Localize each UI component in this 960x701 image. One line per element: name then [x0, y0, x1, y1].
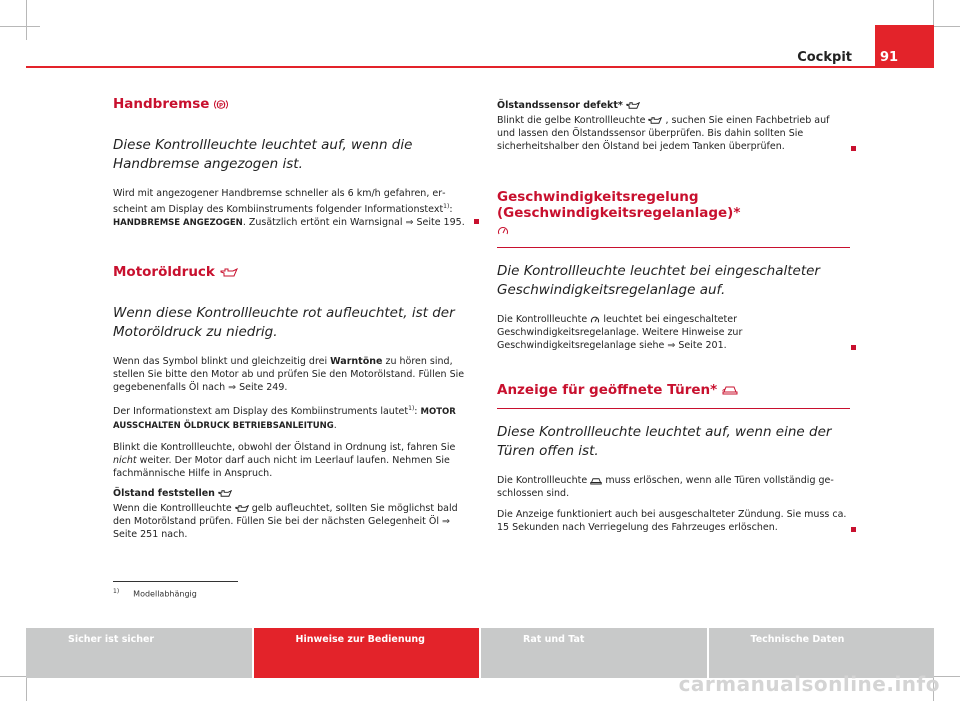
heading-text: Motoröldruck	[113, 264, 215, 281]
text-span: leuchtet bei eingeschalteter Geschwindigkeitsregelanlage. Weitere Hinweise zur Geschwindigkeitsregelanlage siehe ⇒ Seite 201.	[497, 314, 743, 351]
display-message: HANDBREMSE ANGEZOGEN	[113, 218, 243, 229]
bold-text: Warntöne	[330, 356, 383, 368]
heading-text: Handbremse	[113, 96, 210, 112]
paragraph	[113, 402, 465, 433]
crop-mark	[0, 676, 26, 677]
text-span: Wenn die Kontrollleuchte	[113, 503, 232, 515]
text-span: zu hören sind, stellen Sie bitte den Motor ab und prüfen Sie den Motorölstand. Füllen Sie gegebenenfalls Öl nach ⇒ Seite 249.	[113, 356, 465, 394]
paragraph	[497, 474, 850, 500]
text-span: Der Informationstext am Display des Kombiinstruments lautet	[113, 406, 409, 418]
subheading	[497, 100, 850, 111]
paragraph	[497, 508, 850, 534]
oil-can-icon	[235, 505, 249, 512]
paragraph	[113, 355, 465, 394]
text-span: Die Kontrollleuchte	[497, 475, 588, 486]
chapter-title: Cockpit	[797, 50, 852, 65]
subheading-text: Ölstand feststellen	[113, 488, 215, 500]
subheading-text: Ölstandssensor defekt*	[497, 100, 623, 111]
handbrake-icon	[214, 99, 228, 110]
lead-text: Wenn diese Kontrollleuchte rot aufleuchtet, ist der Motoröldruck zu niedrig.	[113, 305, 455, 341]
tab-rat-und-tat[interactable]: Rat und Tat	[481, 628, 707, 678]
crop-mark	[933, 0, 934, 26]
text-span: :	[414, 406, 418, 418]
paragraph	[113, 502, 465, 541]
cruise-control-icon	[497, 226, 509, 236]
section-end-marker	[851, 146, 856, 151]
paragraph	[497, 313, 850, 352]
tab-hinweise-zur-bedienung[interactable]: Hinweise zur Bedienung	[254, 628, 480, 678]
cruise-control-icon	[590, 316, 600, 324]
chapter-nav	[26, 628, 934, 678]
text-span: Wenn das Symbol blinkt und gleichzeitig drei	[113, 356, 328, 368]
footnote-ref: 1)	[443, 203, 450, 210]
text-span: Blinkt die Kontrollleuchte, obwohl der Ölstand in Ordnung ist, fahren Sie	[113, 442, 456, 454]
text-span: Die Kontrollleuchte	[497, 314, 588, 325]
subheading	[113, 488, 465, 499]
heading-text: Geschwindigkeitsregelung (Geschwindigkeitsregelanlage)*	[497, 189, 741, 221]
text-span: .	[333, 420, 337, 432]
section-heading-motoroeldruck	[113, 264, 465, 290]
text-span: , suchen Sie einen Fachbetrieb auf und lassen den Ölstandssensor überprüfen. Bis dahin sollten Sie sicherheitshalber den Ölstand bei jedem Tanken überprüfen.	[497, 115, 830, 152]
page-number: 91	[880, 50, 899, 65]
crop-mark	[933, 26, 960, 27]
oil-can-icon	[626, 102, 640, 109]
oil-can-icon	[218, 490, 232, 497]
left-column	[113, 96, 465, 549]
text-span: :	[449, 204, 453, 216]
footnote-rule	[113, 581, 238, 582]
paragraph	[113, 441, 465, 480]
section-end-marker	[851, 527, 856, 532]
footnote	[113, 588, 197, 599]
tab-technische-daten[interactable]: Technische Daten	[709, 628, 935, 678]
text-span: gelb aufleuchtet, sollten Sie möglichst bald den Motorölstand prüfen. Füllen Sie bei der nächsten Gelegenheit Öl ⇒ Seite 251 nach.	[113, 503, 458, 541]
heading-text: Anzeige für geöffnete Türen*	[497, 382, 718, 398]
text-span: . Zusätzlich ertönt ein Warnsignal ⇒ Seite 195.	[242, 217, 465, 229]
svg-text:(P): (P)	[216, 102, 226, 109]
display-message: MOTOR AUSSCHALTEN ÖLDRUCK BETRIEBSANLEITUNG	[113, 407, 456, 432]
text-span: weiter. Der Motor darf auch nicht im Leerlauf laufen. Nehmen Sie fachmännische Hilfe in Anspruch.	[113, 455, 450, 480]
footnote-mark: 1)	[113, 588, 120, 595]
open-door-icon	[722, 385, 738, 395]
header-rule	[26, 66, 934, 68]
watermark: carmanualsonline.info	[678, 672, 940, 696]
section-end-marker	[474, 219, 479, 224]
paragraph	[113, 187, 465, 230]
lead-text: Diese Kontrollleuchte leuchtet auf, wenn eine der Türen offen ist.	[497, 424, 832, 459]
lead-text: Die Kontrollleuchte leuchtet bei eingeschalteter Geschwindigkeitsregelanlage auf.	[497, 263, 820, 298]
oil-can-icon	[648, 117, 662, 124]
footnote-ref: 1)	[408, 405, 415, 413]
right-column	[497, 100, 850, 542]
oil-can-icon	[220, 268, 238, 277]
footnote-text: Modellabhängig	[133, 589, 197, 599]
text-span: Wird mit angezogener Handbremse schneller als 6 km/h gefahren, erscheint am Display des Kombiinstruments folgender Informationstext	[113, 188, 446, 216]
open-door-icon	[590, 477, 602, 485]
section-heading-tueren	[497, 382, 850, 409]
crop-mark	[26, 0, 27, 40]
italic-text: nicht	[113, 455, 137, 467]
section-end-marker	[851, 345, 856, 350]
paragraph	[497, 114, 850, 153]
text-span: Blinkt die gelbe Kontrollleuchte	[497, 115, 646, 126]
section-heading-handbremse	[113, 96, 465, 122]
lead-text: Diese Kontrollleuchte leuchtet auf, wenn die Handbremse angezogen ist.	[113, 137, 413, 172]
section-heading-geschwindigkeitsregelung	[497, 189, 850, 248]
text-span: Die Anzeige funktioniert auch bei ausgeschalteter Zündung. Sie muss ca. 15 Sekunden nach Verriegelung des Fahrzeuges erlöschen.	[497, 509, 847, 533]
crop-mark	[0, 26, 40, 27]
text-span: muss erlöschen, wenn alle Türen vollständig geschlossen sind.	[497, 475, 834, 499]
tab-sicher-ist-sicher[interactable]: Sicher ist sicher	[26, 628, 252, 678]
